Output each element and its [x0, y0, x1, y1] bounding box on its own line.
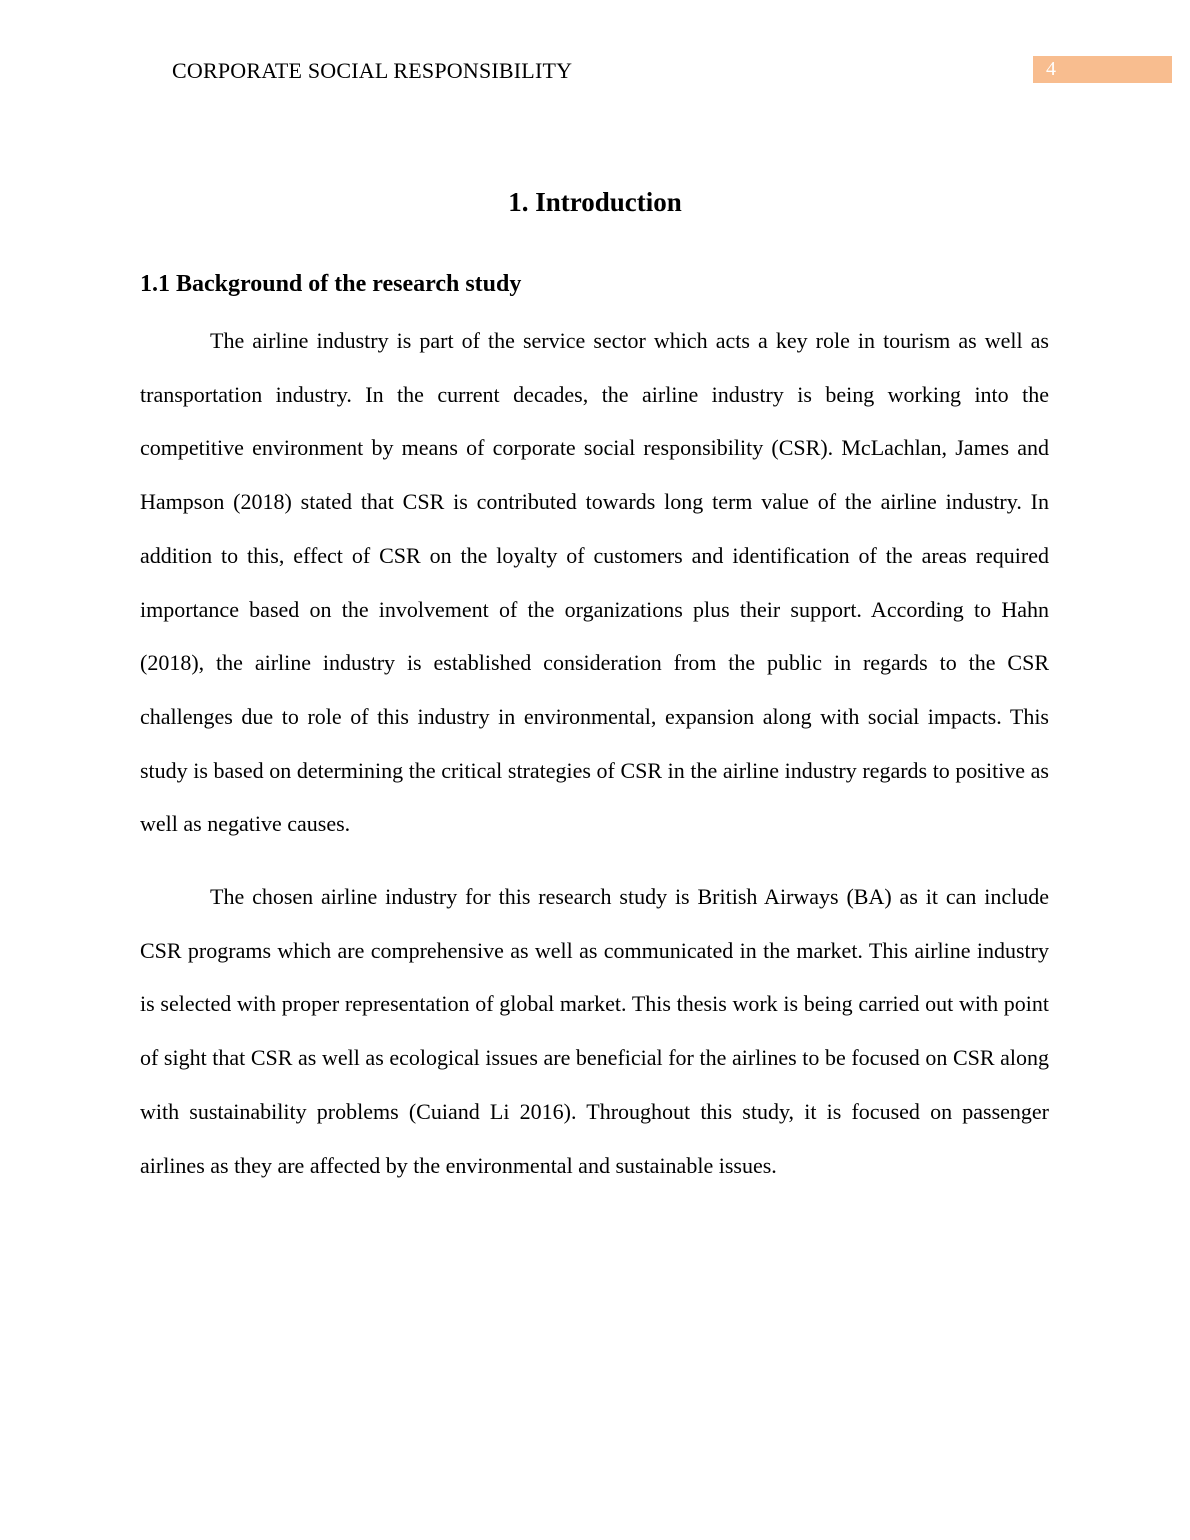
body-paragraph: The airline industry is part of the service sector which acts a key role in tourism as well as transportation industry. In the current decades, the airline industry is being working into the competitive environment by means of corporate social responsibility (CSR). McLachlan, James and Hampson (2018) stated that CSR is contributed towards long term value of the airline industry. In addition to this, effect of CSR on the loyalty of customers and identification of the areas required importance based on the involvement of the organizations plus their support. According to Hahn (2018), the airline industry is established consideration from the public in regards to the CSR challenges due to role of this industry in environmental, expansion along with social impacts. This study is based on determining the critical strategies of CSR in the airline industry regards to positive as well as negative causes. [140, 328, 1049, 837]
page-number: 4 [1033, 56, 1172, 83]
subsection-title: 1.1 Background of the research study [140, 271, 522, 297]
body-paragraph: The chosen airline industry for this research study is British Airways (BA) as it can include CSR programs which are comprehensive as well as communicated in the market. This airline industry is selected with proper representation of global market. This thesis work is being carried out with point of sight that CSR as well as ecological issues are beneficial for the airlines to be focused on CSR along with sustainability problems (Cuiand Li 2016). Throughout this study, it is focused on passenger airlines as they are affected by the environmental and sustainable issues. [140, 884, 1049, 1178]
section-title: 1. Introduction [508, 187, 682, 217]
running-head: CORPORATE SOCIAL RESPONSIBILITY [172, 58, 573, 83]
